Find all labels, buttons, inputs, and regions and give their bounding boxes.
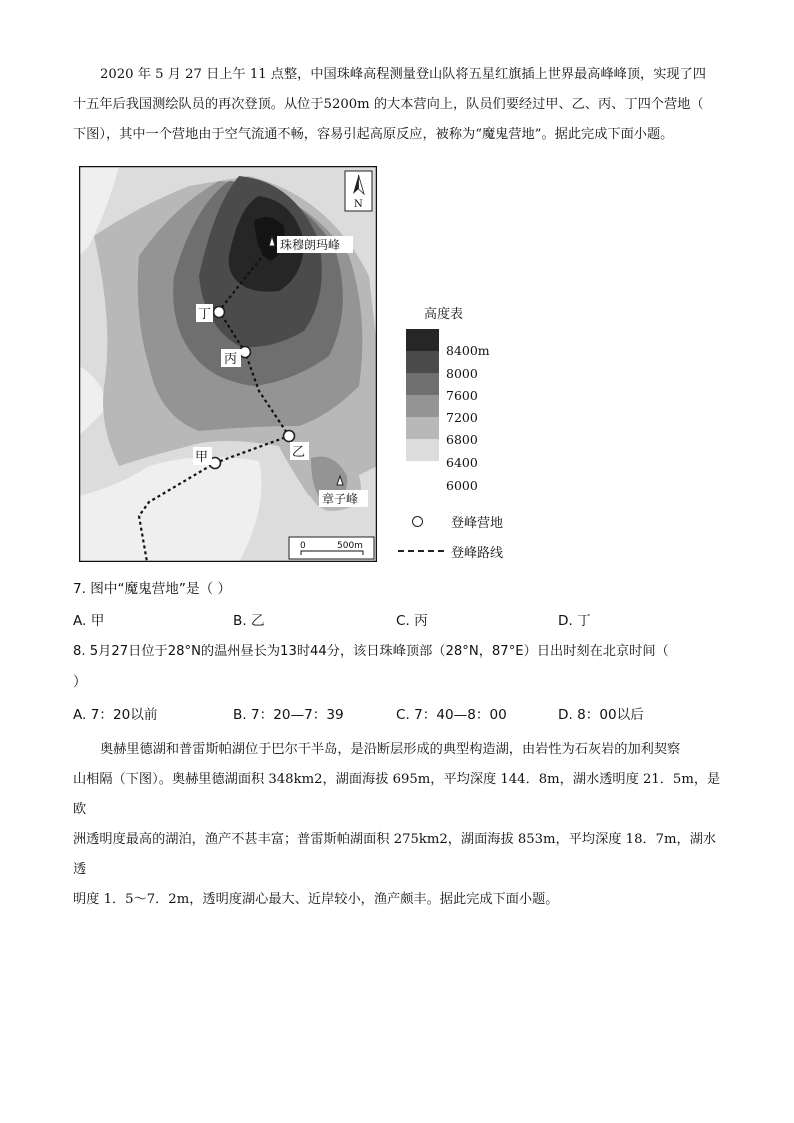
question-7-stem: 7. 图中“魔鬼营地”是（ ） — [73, 581, 232, 597]
q8-option-d: D. 8：00以后 — [558, 707, 644, 723]
q7-option-d: D. 丁 — [558, 613, 591, 629]
camp-key-label: 登峰营地 — [451, 516, 504, 531]
camp-ding-label: 丁 — [198, 307, 212, 322]
legend-title: 高度表 — [424, 307, 464, 322]
camp-key-icon — [412, 516, 423, 527]
q7-option-b: B. 乙 — [233, 613, 265, 629]
passage-2-line-2: 山相隔（下图）。奥赫里德湖面积 348km2，湖面海拔 695m，平均深度 144．8m，湖水透明度 21．5m，是欧 — [73, 772, 721, 817]
q7-option-c: C. 丙 — [396, 613, 428, 629]
legend-swatch-5 — [406, 417, 439, 439]
q8-option-b: B. 7：20—7：39 — [233, 707, 344, 723]
legend-level-8400: 8400m — [446, 343, 490, 358]
route-key-icon — [398, 550, 444, 552]
intro-line-3: 下图），其中一个营地由于空气流通不畅，容易引起高原反应，被称为“魔鬼营地”。据此完成下面小题。 — [73, 127, 674, 142]
intro-paragraph — [73, 60, 729, 150]
question-8-stem-line-2: ） — [73, 674, 87, 690]
legend-swatch-6 — [406, 439, 439, 461]
question-8-stem-line-1: 8. 5月27日位于28°N的温州昼长为13时44分，该日珠峰顶部（28°N，87°E）日出时刻在北京时间（ — [73, 644, 669, 659]
camp-ding-marker — [214, 307, 225, 318]
legend-level-7200: 7200 — [446, 410, 478, 425]
legend-level-6000: 6000 — [446, 478, 478, 493]
passage-2-line-1: 奥赫里德湖和普雷斯帕湖位于巴尔干半岛，是沿断层形成的典型构造湖，由岩性为石灰岩的加利契察 — [100, 742, 681, 757]
legend-level-7600: 7600 — [446, 388, 478, 403]
q8-option-a: A. 7：20以前 — [73, 707, 158, 723]
camp-bing-label: 丙 — [224, 352, 238, 367]
scale-zero: 0 — [300, 541, 306, 551]
legend-swatch-3 — [406, 373, 439, 395]
camp-yi-marker — [284, 431, 295, 442]
legend-swatch-2 — [406, 351, 439, 373]
camp-yi-label: 乙 — [292, 445, 306, 460]
north-label: N — [354, 199, 363, 210]
route-key-label: 登峰路线 — [451, 546, 504, 561]
q8-option-c: C. 7：40—8：00 — [396, 707, 507, 723]
q7-option-a: A. 甲 — [73, 613, 105, 629]
scale-distance: 500m — [337, 541, 363, 551]
legend-swatch-4 — [406, 395, 439, 417]
passage-2 — [73, 735, 729, 915]
legend-level-8000: 8000 — [446, 366, 478, 381]
passage-2-line-3: 洲透明度最高的湖泊，渔产不甚丰富；普雷斯帕湖面积 275km2，湖面海拔 853m，平均深度 18．7m，湖水透 — [73, 832, 717, 877]
passage-2-line-4: 明度 1．5～7．2m，透明度湖心最大、近岸较小，渔产颇丰。据此完成下面小题。 — [73, 892, 559, 907]
camp-bing-marker — [240, 347, 251, 358]
camp-jia-label: 甲 — [195, 450, 209, 465]
legend-swatch-1 — [406, 329, 439, 351]
intro-line-2: 十五年后我国测绘队员的再次登顶。从位于5200m 的大本营向上，队员们要经过甲、乙、丙、丁四个营地（ — [73, 97, 704, 112]
peak-label: 珠穆朗玛峰 — [280, 238, 341, 252]
legend-level-6400: 6400 — [446, 455, 478, 470]
contour-map — [79, 166, 377, 562]
legend-level-6800: 6800 — [446, 432, 478, 447]
zhangzi-label: 章子峰 — [322, 492, 359, 506]
intro-line-1: 2020 年 5 月 27 日上午 11 点整，中国珠峰高程测量登山队将五星红旗插上世界最高峰峰顶，实现了四 — [100, 67, 706, 82]
